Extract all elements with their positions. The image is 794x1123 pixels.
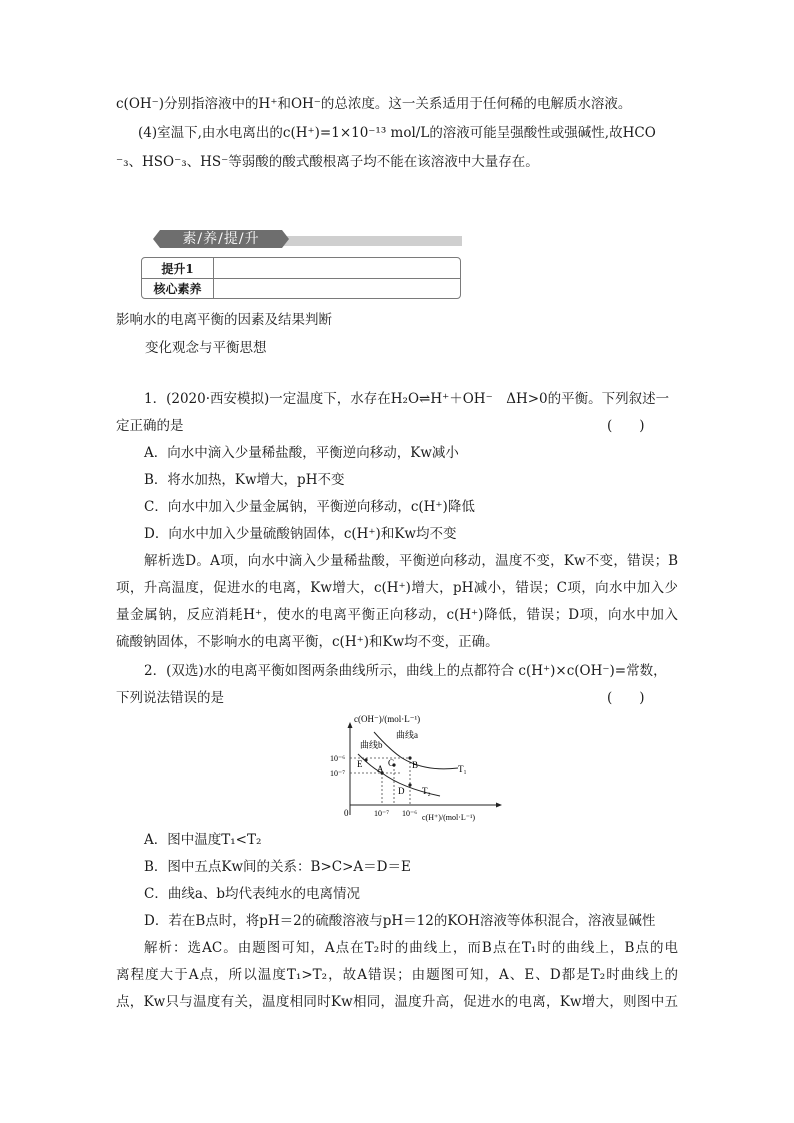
label-c: C (388, 758, 395, 768)
curve-b-label: 曲线b (360, 740, 383, 750)
q2-option-a: A．图中温度T₁<T₂ (144, 832, 262, 848)
topic-heading: 影响水的电离平衡的因素及结果判断 (116, 312, 332, 328)
q2-stem-2: 下列说法错误的是 (116, 690, 224, 706)
q1-analysis-4: 硫酸钠固体，不影响水的电离平衡，c(H⁺)和Kw均不变，正确。 (116, 634, 499, 650)
tick-y1: 10⁻⁶ (330, 754, 346, 763)
intro-line-1: c(OH⁻)分别指溶液中的H⁺和OH⁻的总浓度。这一关系适用于任何稀的电解质水溶液。 (116, 96, 632, 112)
q2-option-c: C．曲线a、b均代表纯水的电离情况 (144, 886, 361, 902)
banner-title: 素/养/提/升 (160, 230, 282, 248)
banner-row-2: 核心素养 (153, 282, 202, 296)
t2-label: T₂ (422, 786, 431, 796)
kw-figure (330, 710, 510, 825)
x-axis-label: c(H⁺)/(mol·L⁻¹) (422, 813, 476, 822)
q2-analysis-3: 点，Kw只与温度有关，温度相同时Kw相同，温度升高，促进水的电离，Kw增大，则图中五 (116, 994, 678, 1010)
q2-paren: ( ) (607, 690, 645, 706)
origin-label: 0 (344, 808, 349, 818)
label-b: B (412, 760, 419, 770)
label-e: E (357, 759, 363, 769)
y-axis-label: c(OH⁻)/(mol·L⁻¹) (354, 714, 421, 724)
t1-label: T₁ (458, 764, 467, 774)
q1-option-c: C．向水中加入少量金属钠，平衡逆向移动，c(H⁺)降低 (144, 499, 475, 515)
banner-row-1: 提升1 (161, 262, 194, 276)
curve-a-label: 曲线a (396, 730, 418, 740)
q2-analysis-1: 解析：选AC。由题图可知，A点在T₂时的曲线上，而B点在T₁时的曲线上，B点的电 (144, 940, 678, 956)
q1-stem-1: 1．(2020·西安模拟)一定温度下，水存在H₂O⇌H⁺＋OH⁻ ΔH>0的平衡。下列叙述一 (144, 391, 670, 407)
q2-stem-1: 2．(双选)水的电离平衡如图两条曲线所示，曲线上的点都符合 c(H⁺)×c(OH⁻)=常数， (144, 663, 667, 679)
tick-x1: 10⁻⁷ (374, 809, 390, 818)
q1-option-d: D．向水中加入少量硫酸钠固体，c(H⁺)和Kw均不变 (144, 526, 457, 542)
tick-y2: 10⁻⁷ (330, 769, 346, 778)
section-banner (160, 230, 462, 248)
point-e (364, 758, 367, 761)
point-d (408, 783, 411, 786)
q1-paren: ( ) (607, 418, 645, 434)
banner-table (141, 257, 461, 299)
q1-stem-2: 定正确的是 (116, 418, 184, 434)
tick-x2: 10⁻⁶ (402, 809, 418, 818)
x-axis-arrow (496, 803, 502, 808)
intro-line-2 (138, 124, 656, 142)
q2-option-b: B．图中五点Kw间的关系：B>C>A＝D＝E (144, 859, 411, 875)
banner-table-divider (142, 278, 460, 279)
intro-line-3: ⁻₃、HSO⁻₃、HS⁻等弱酸的酸式酸根离子均不能在该溶液中大量存在。 (116, 154, 539, 170)
topic-sub: 变化观念与平衡思想 (145, 340, 267, 356)
q1-option-b: B．将水加热，Kw增大，pH不变 (144, 472, 345, 488)
q1-analysis-3: 量金属钠，反应消耗H⁺，使水的电离平衡正向移动，c(H⁺)降低，错误；D项，向水中加入 (116, 607, 678, 623)
q1-analysis-1: 解析选D。A项，向水中滴入少量稀盐酸，平衡逆向移动，温度不变，Kw不变，错误；B (144, 553, 678, 569)
q1-analysis-2: 项，升高温度，促进水的电离，Kw增大，c(H⁺)增大，pH减小，错误；C项，向水中加入少 (116, 580, 678, 596)
banner-table-vsep (213, 258, 214, 298)
q1-option-a: A．向水中滴入少量稀盐酸，平衡逆向移动，Kw减小 (144, 445, 459, 461)
label-d: D (398, 786, 405, 796)
intro-line-2b: c(H⁺)=1×10⁻¹³ mol/L (282, 125, 430, 141)
q2-option-d: D．若在B点时，将pH＝2的硫酸溶液与pH＝12的KOH溶液等体积混合，溶液显碱性 (144, 913, 656, 929)
intro-line-2c: 的溶液可能呈强酸性或强碱性,故HCO (429, 125, 656, 141)
label-a: A (377, 764, 384, 774)
q2-analysis-2: 离程度大于A点，所以温度T₁>T₂，故A错误；由题图可知，A、E、D都是T₂时曲线上的 (116, 967, 678, 983)
y-axis-arrow (348, 722, 353, 728)
intro-line-2a: (4)室温下,由水电离出的 (138, 125, 283, 141)
